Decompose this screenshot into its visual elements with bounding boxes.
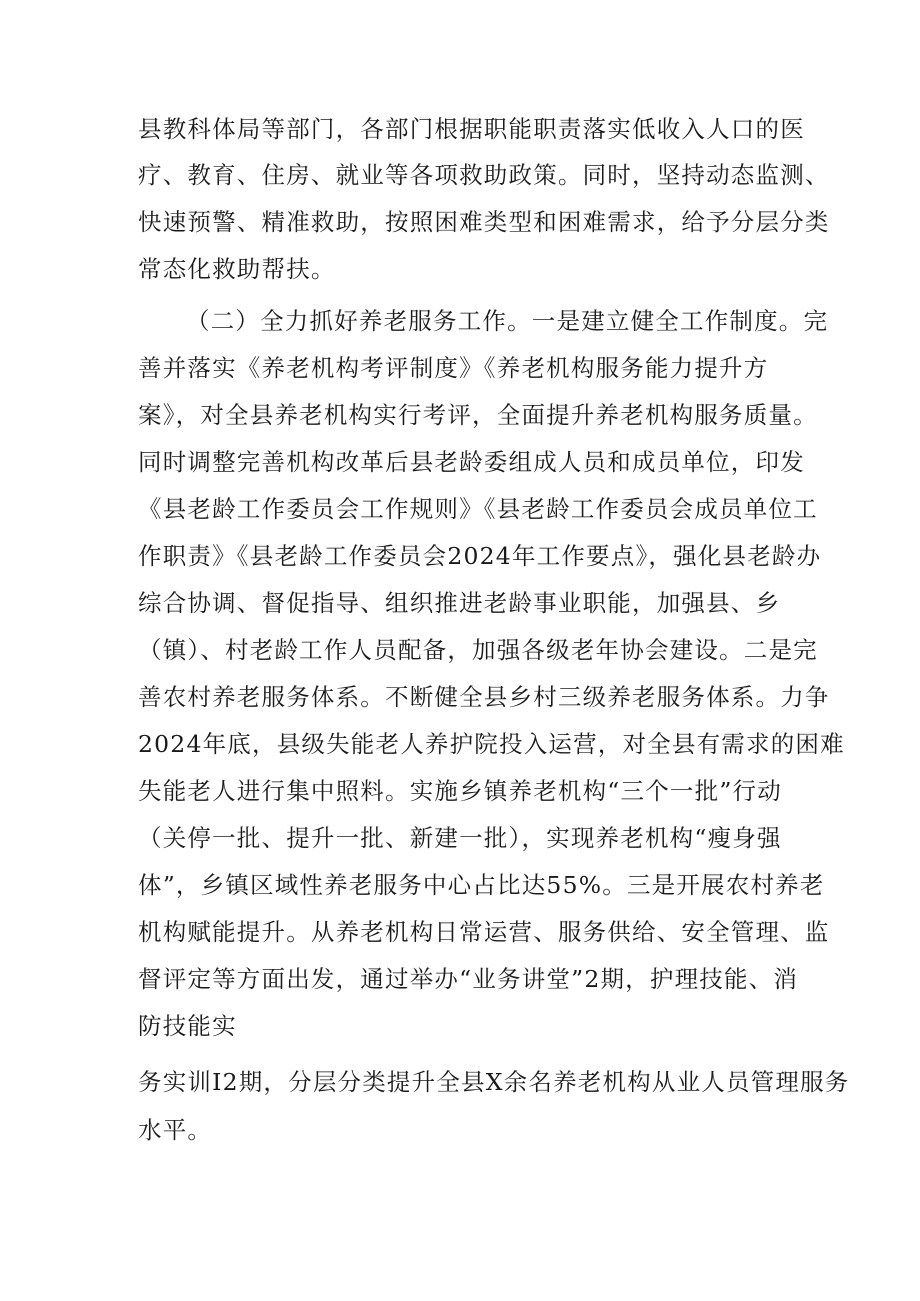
text-line-9: 《县老龄工作委员会工作规则》《县老龄工作委员会成员单位工 (138, 495, 818, 523)
text-line-10: 作职责》《县老龄工作委员会2024年工作要点》，强化县老龄办 (138, 542, 822, 570)
text-line-1: 县教科体局等部门，各部门根据职能职责落实低收入人口的医 (138, 115, 805, 143)
text-line-5: （二）全力抓好养老服务工作。一是建立健全工作制度。完 (186, 307, 829, 335)
text-line-7: 案》，对全县养老机构实行考评，全面提升养老机构服务质量。 (138, 401, 818, 429)
text-line-2: 疗、教育、住房、就业等各项救助政策。同时，坚持动态监测、 (138, 161, 830, 189)
text-line-13: 善农村养老服务体系。不断健全县乡村三级养老服务体系。力争 (138, 683, 830, 711)
text-line-14: 2024年底，县级失能老人养护院投入运营，对全县有需求的困难 (138, 730, 845, 758)
text-line-18: 机构赋能提升。从养老机构日常运营、服务供给、安全管理、监 (138, 918, 830, 946)
text-line-21: 务实训I2期，分层分类提升全县X余名养老机构从业人员管理服务 (138, 1068, 850, 1096)
text-line-8: 同时调整完善机构改革后县老龄委组成人员和成员单位，印发 (138, 448, 805, 476)
text-line-12: （镇）、村老龄工作人员配备，加强各级老年协会建设。二是完 (138, 636, 818, 664)
text-line-20: 防技能实 (138, 1012, 237, 1040)
text-line-19: 督评定等方面出发，通过举办“业务讲堂”2期，护理技能、消 (138, 965, 799, 993)
text-line-11: 综合协调、督促指导、组织推进老龄事业职能，加强县、乡 (138, 589, 781, 617)
text-line-3: 快速预警、精准救助，按照困难类型和困难需求，给予分层分类 (138, 208, 830, 236)
text-line-17: 体”，乡镇区域性养老服务中心占比达55%。三是开展农村养老 (138, 871, 825, 899)
text-line-15: 失能老人进行集中照料。实施乡镇养老机构“三个一批”行动 (138, 777, 782, 805)
text-line-6: 善并落实《养老机构考评制度》《养老机构服务能力提升方 (138, 354, 769, 382)
text-line-22: 水平。 (138, 1116, 213, 1144)
text-line-4: 常态化救助帮扶。 (138, 255, 336, 283)
text-line-16: （关停一批、提升一批、新建一批），实现养老机构“瘦身强 (138, 824, 782, 852)
